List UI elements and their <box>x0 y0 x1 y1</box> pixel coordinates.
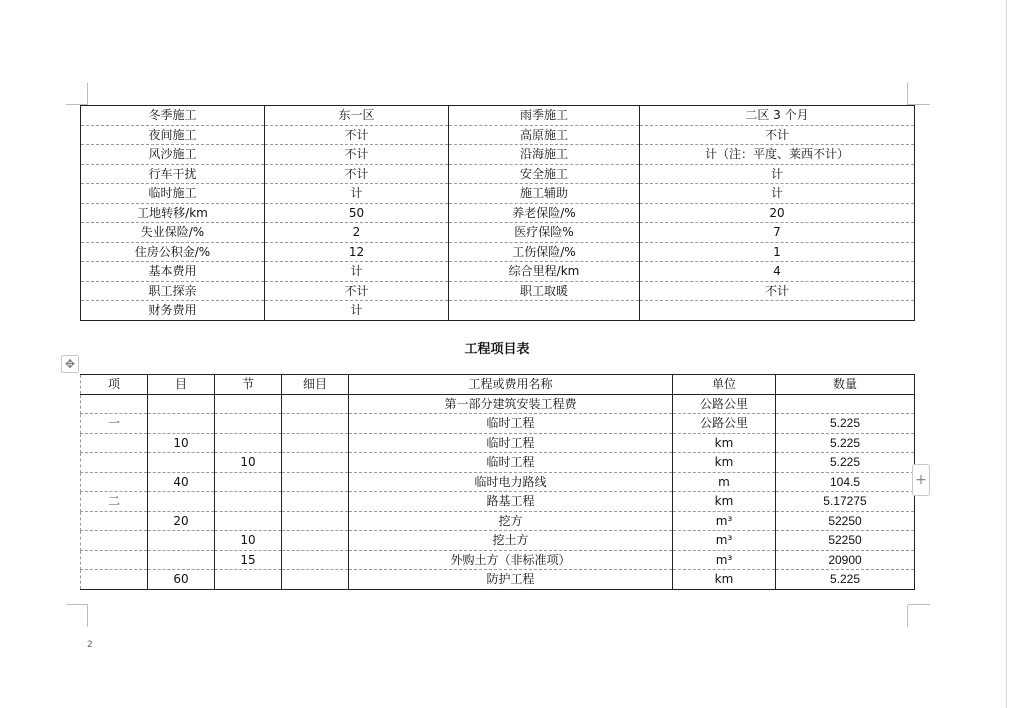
table-cell[interactable]: 风沙施工 <box>81 145 265 165</box>
table-cell[interactable]: 第一部分建筑安装工程费 <box>349 394 673 414</box>
table-cell[interactable]: 防护工程 <box>349 570 673 590</box>
table-cell[interactable] <box>776 394 915 414</box>
table-cell[interactable]: 临时电力路线 <box>349 472 673 492</box>
table-cell[interactable]: 60 <box>148 570 215 590</box>
table-cell[interactable]: 20 <box>148 511 215 531</box>
table-cell[interactable]: 一 <box>81 414 148 434</box>
table-cell[interactable]: 临时工程 <box>349 414 673 434</box>
table-row <box>81 394 915 414</box>
table-cell[interactable]: 20 <box>640 203 915 223</box>
table-cell[interactable]: 工伤保险/% <box>449 242 640 262</box>
table-cell[interactable]: 临时工程 <box>349 433 673 453</box>
column-header[interactable]: 目 <box>148 375 215 395</box>
column-header[interactable]: 单位 <box>673 375 776 395</box>
plus-icon[interactable]: + <box>912 464 930 496</box>
table-row <box>81 184 915 204</box>
table-cell[interactable]: m³ <box>673 531 776 551</box>
table-cell[interactable] <box>148 550 215 570</box>
table-cell[interactable]: 不计 <box>640 281 915 301</box>
table-row <box>81 531 915 551</box>
table-cell[interactable]: 不计 <box>265 125 449 145</box>
table-cell[interactable]: 104.5 <box>776 472 915 492</box>
table-row <box>81 125 915 145</box>
table-row <box>81 281 915 301</box>
table-cell[interactable]: m³ <box>673 511 776 531</box>
move-arrows-icon[interactable]: ✥ <box>61 355 79 373</box>
table-cell[interactable]: 计 <box>640 164 915 184</box>
table-cell[interactable] <box>215 570 282 590</box>
table-cell[interactable] <box>81 394 148 414</box>
table-cell[interactable]: 临时工程 <box>349 453 673 473</box>
table-cell[interactable]: 工地转移/km <box>81 203 265 223</box>
table-cell[interactable]: m <box>673 472 776 492</box>
page-edge <box>1006 0 1007 708</box>
table-cell[interactable] <box>81 531 148 551</box>
table-cell[interactable]: 40 <box>148 472 215 492</box>
crop-mark-bottom-right-h <box>908 604 930 605</box>
table-cell[interactable]: 基本费用 <box>81 262 265 282</box>
table-cell[interactable]: 安全施工 <box>449 164 640 184</box>
table-cell[interactable]: 计（注：平度、莱西不计） <box>640 145 915 165</box>
table-cell[interactable]: 计 <box>640 184 915 204</box>
table-cell[interactable]: 住房公积金/% <box>81 242 265 262</box>
table-cell[interactable] <box>81 570 148 590</box>
table-cell[interactable]: km <box>673 433 776 453</box>
table-cell[interactable]: 5.225 <box>776 570 915 590</box>
table-cell[interactable]: 二区 3 个月 <box>640 106 915 126</box>
page-number: 2 <box>87 640 93 650</box>
table-cell[interactable]: 15 <box>215 550 282 570</box>
table-cell[interactable]: 不计 <box>640 125 915 145</box>
table-cell[interactable]: 医疗保险% <box>449 223 640 243</box>
table-cell[interactable]: 冬季施工 <box>81 106 265 126</box>
table-row <box>81 301 915 321</box>
table-cell[interactable]: 2 <box>265 223 449 243</box>
table-row <box>81 223 915 243</box>
table-cell[interactable]: 不计 <box>265 164 449 184</box>
column-header[interactable]: 项 <box>81 375 148 395</box>
table-cell[interactable]: 不计 <box>265 145 449 165</box>
table-row <box>81 492 915 512</box>
table-cell[interactable]: 50 <box>265 203 449 223</box>
table-title: 工程项目表 <box>464 342 530 357</box>
table-cell[interactable]: 计 <box>265 301 449 321</box>
table-cell[interactable]: 52250 <box>776 531 915 551</box>
table-cell[interactable] <box>81 472 148 492</box>
table-row <box>81 433 915 453</box>
table-cell[interactable]: m³ <box>673 550 776 570</box>
table-cell[interactable] <box>215 511 282 531</box>
table-cell[interactable] <box>282 511 349 531</box>
table-cell[interactable] <box>215 433 282 453</box>
table-cell[interactable]: km <box>673 492 776 512</box>
table-cell[interactable] <box>282 531 349 551</box>
table-cell[interactable]: 公路公里 <box>673 394 776 414</box>
table-cell[interactable]: 高原施工 <box>449 125 640 145</box>
table-cell[interactable]: 1 <box>640 242 915 262</box>
table-cell[interactable]: 综合里程/km <box>449 262 640 282</box>
table-cell[interactable]: km <box>673 570 776 590</box>
table-cell[interactable] <box>640 301 915 321</box>
table-row <box>81 550 915 570</box>
table-cell[interactable]: 夜间施工 <box>81 125 265 145</box>
column-header[interactable]: 细目 <box>282 375 349 395</box>
table-cell[interactable]: km <box>673 453 776 473</box>
table-cell[interactable] <box>215 394 282 414</box>
column-header[interactable]: 工程或费用名称 <box>349 375 673 395</box>
table-cell[interactable]: 5.17275 <box>776 492 915 512</box>
project-items-table[interactable] <box>80 374 915 590</box>
table-row <box>81 453 915 473</box>
table-cell[interactable]: 5.225 <box>776 433 915 453</box>
table-cell[interactable]: 失业保险/% <box>81 223 265 243</box>
table-cell[interactable] <box>282 550 349 570</box>
table-cell[interactable]: 5.225 <box>776 414 915 434</box>
table-cell[interactable]: 东一区 <box>265 106 449 126</box>
table-cell[interactable] <box>81 511 148 531</box>
table-cell[interactable] <box>148 531 215 551</box>
crop-mark-bottom-left <box>87 605 88 627</box>
crop-mark-bottom-right <box>907 605 908 627</box>
crop-mark-top-right <box>907 83 908 105</box>
table-cell[interactable]: 行车干扰 <box>81 164 265 184</box>
table-cell[interactable]: 职工取暖 <box>449 281 640 301</box>
crop-mark-bottom-left-h <box>66 604 88 605</box>
table-cell[interactable]: 计 <box>265 262 449 282</box>
table-row <box>81 242 915 262</box>
table-cell[interactable]: 52250 <box>776 511 915 531</box>
crop-mark-top-left <box>87 83 88 105</box>
table-cell[interactable]: 10 <box>215 453 282 473</box>
table-cell[interactable]: 5.225 <box>776 453 915 473</box>
table-cell[interactable]: 公路公里 <box>673 414 776 434</box>
table-cell[interactable] <box>148 394 215 414</box>
table-cell[interactable]: 计 <box>265 184 449 204</box>
column-header[interactable]: 节 <box>215 375 282 395</box>
table-cell[interactable]: 职工探亲 <box>81 281 265 301</box>
table-cell[interactable] <box>148 453 215 473</box>
table-cell[interactable]: 临时施工 <box>81 184 265 204</box>
table-cell[interactable] <box>148 492 215 512</box>
table-row <box>81 164 915 184</box>
table-cell[interactable]: 12 <box>265 242 449 262</box>
table-cell[interactable]: 挖方 <box>349 511 673 531</box>
table-cell[interactable]: 施工辅助 <box>449 184 640 204</box>
table-cell[interactable]: 20900 <box>776 550 915 570</box>
table-cell[interactable] <box>282 414 349 434</box>
table-cell[interactable]: 养老保险/% <box>449 203 640 223</box>
table-cell[interactable] <box>215 414 282 434</box>
table-cell[interactable] <box>148 414 215 434</box>
table-cell[interactable]: 路基工程 <box>349 492 673 512</box>
table-cell[interactable] <box>81 433 148 453</box>
table-cell[interactable]: 10 <box>215 531 282 551</box>
table-cell[interactable] <box>282 492 349 512</box>
table-row <box>81 203 915 223</box>
table-cell[interactable] <box>81 550 148 570</box>
table-cell[interactable] <box>215 472 282 492</box>
table-cell[interactable]: 外购土方（非标准项） <box>349 550 673 570</box>
table-cell[interactable] <box>282 472 349 492</box>
table-cell[interactable] <box>449 301 640 321</box>
parameters-table[interactable] <box>80 105 915 321</box>
table-header-row <box>81 375 915 395</box>
table-cell[interactable] <box>282 453 349 473</box>
table-cell[interactable] <box>282 394 349 414</box>
table-cell[interactable]: 不计 <box>265 281 449 301</box>
table-cell[interactable]: 7 <box>640 223 915 243</box>
table-cell[interactable]: 沿海施工 <box>449 145 640 165</box>
table-row <box>81 472 915 492</box>
table-cell[interactable]: 财务费用 <box>81 301 265 321</box>
table-cell[interactable] <box>282 433 349 453</box>
table-row <box>81 570 915 590</box>
table-row <box>81 145 915 165</box>
table-cell[interactable] <box>215 492 282 512</box>
table-row <box>81 511 915 531</box>
table-row <box>81 262 915 282</box>
table-cell[interactable]: 雨季施工 <box>449 106 640 126</box>
table-cell[interactable]: 二 <box>81 492 148 512</box>
table-row <box>81 106 915 126</box>
column-header[interactable]: 数量 <box>776 375 915 395</box>
table-cell[interactable]: 10 <box>148 433 215 453</box>
table-cell[interactable] <box>282 570 349 590</box>
table-row <box>81 414 915 434</box>
table-cell[interactable] <box>81 453 148 473</box>
table-cell[interactable]: 挖土方 <box>349 531 673 551</box>
table-cell[interactable]: 4 <box>640 262 915 282</box>
